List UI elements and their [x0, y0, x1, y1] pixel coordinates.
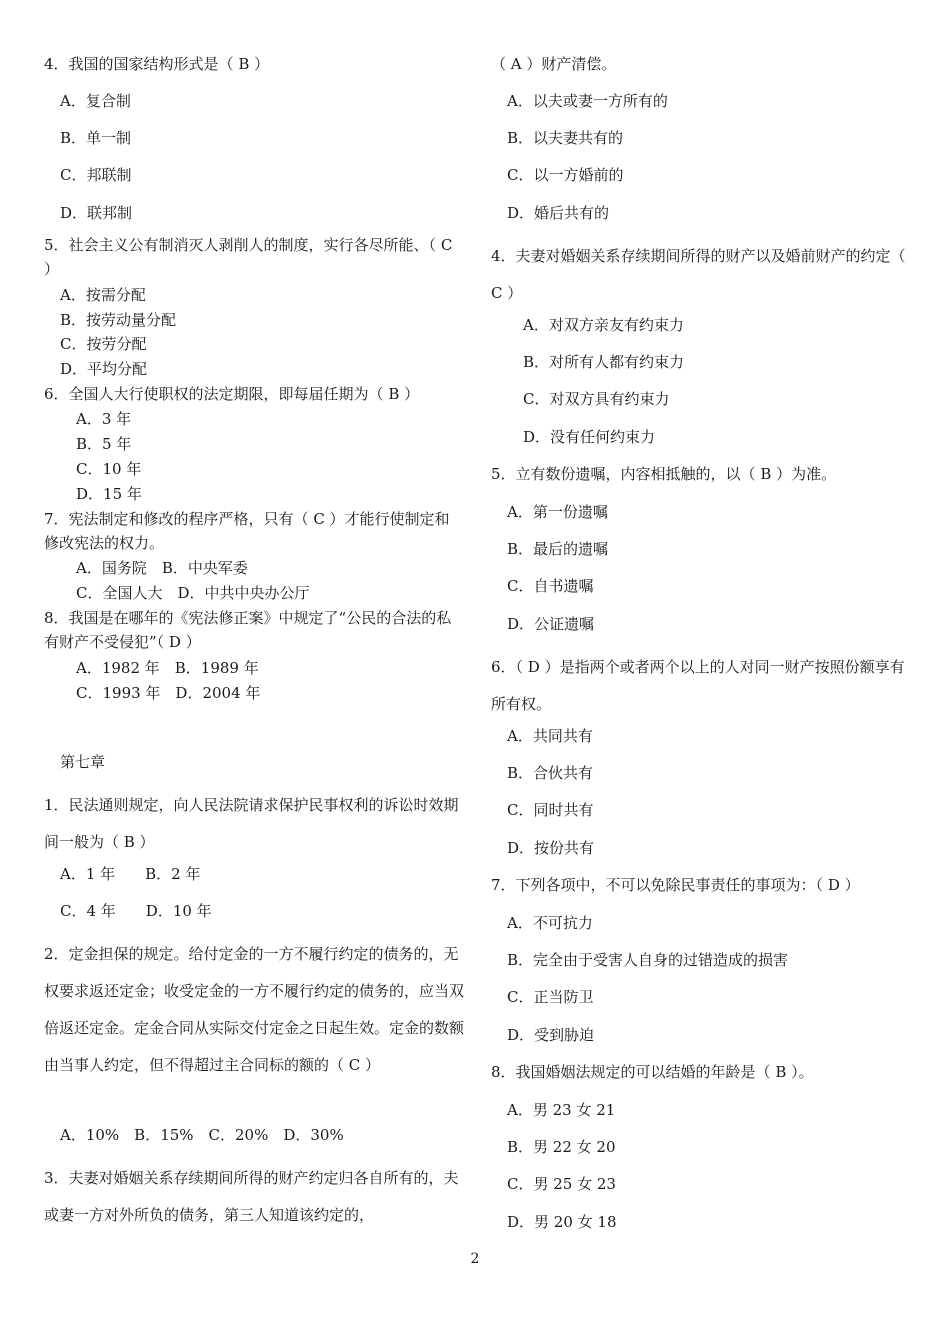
option-d: D．联邦制	[60, 204, 133, 222]
option-c: C．正当防卫	[507, 988, 594, 1006]
option-c: C．自书遗嘱	[507, 577, 594, 595]
option-c: C．以一方婚前的	[507, 166, 624, 184]
options-ab: A．1 年 B．2 年	[60, 865, 201, 883]
option-a: A．复合制	[60, 92, 131, 110]
option-c: C．按劳分配	[60, 335, 147, 353]
question-7-7: 7．下列各项中，不可以免除民事责任的事项为：（ D ）	[491, 876, 860, 894]
options-abcd: A．10% B．15% C．20% D．30%	[60, 1126, 344, 1144]
option-c: C．10 年	[76, 460, 142, 478]
option-b: B．单一制	[60, 129, 132, 147]
options-ab: A．1982 年 B．1989 年	[76, 659, 259, 677]
question-4: 4．我国的国家结构形式是（ B ）	[44, 55, 270, 73]
option-d: D．公证遗嘱	[507, 615, 595, 633]
option-d: D．没有任何约束力	[523, 428, 656, 446]
question-5: 5．社会主义公有制消灭人剥削人的制度，实行各尽所能、（ C ）	[44, 236, 453, 278]
option-c: C．对双方具有约束力	[523, 390, 670, 408]
question-7: 7．宪法制定和修改的程序严格，只有（ C ）才能行使制定和修改宪法的权力。	[44, 510, 450, 552]
question-7-2: 2．定金担保的规定。给付定金的一方不履行约定的债务的，无权要求返还定金；收受定金的一方不履行约定的债务的，应当双倍返还定金。定金合同从实际交付定金之日起生效。定金的数额由当事人约定，但不得超过主合同标的额的（ C ）	[44, 945, 465, 1074]
option-a: A．按需分配	[60, 286, 146, 304]
option-d: D．平均分配	[60, 360, 148, 378]
options-cd: C．4 年 D．10 年	[60, 902, 212, 920]
question-8: 8．我国是在哪年的《宪法修正案》中规定了“公民的合法的私有财产不受侵犯”（ D ）	[44, 609, 452, 651]
option-c: C．邦联制	[60, 166, 132, 184]
options-cd: C．全国人大 D．中共中央办公厅	[76, 584, 310, 602]
option-b: B．对所有人都有约束力	[523, 353, 685, 371]
option-d: D．15 年	[76, 485, 142, 503]
question-6: 6．全国人大行使职权的法定期限，即每届任期为（ B ）	[44, 385, 420, 403]
page-number: 2	[470, 1251, 480, 1267]
option-d: D．婚后共有的	[507, 204, 610, 222]
option-a: A．共同共有	[507, 727, 593, 745]
option-b: B．以夫妻共有的	[507, 129, 624, 147]
question-7-1: 1．民法通则规定，向人民法院请求保护民事权利的诉讼时效期间一般为（ B ）	[44, 796, 459, 851]
option-d: D．按份共有	[507, 839, 595, 857]
chapter-heading: 第七章	[60, 753, 106, 771]
options-cd: C．1993 年 D．2004 年	[76, 684, 261, 702]
option-a: A．第一份遗嘱	[507, 503, 608, 521]
option-b: B．最后的遗嘱	[507, 540, 609, 558]
question-7-5: 5．立有数份遗嘱，内容相抵触的，以（ B ）为准。	[491, 465, 837, 483]
option-d: D．受到胁迫	[507, 1026, 595, 1044]
option-c: C．同时共有	[507, 801, 594, 819]
option-b: B．按劳动量分配	[60, 311, 177, 329]
question-7-3: 3．夫妻对婚姻关系存续期间所得的财产约定归各自所有的，夫或妻一方对外所负的债务，第三人知道该约定的，	[44, 1169, 459, 1224]
option-a: A．以夫或妻一方所有的	[507, 92, 668, 110]
option-a: A．3 年	[76, 410, 132, 428]
option-c: C．男 25 女 23	[507, 1175, 616, 1193]
question-7-3-continued: （ A ）财产清偿。	[491, 55, 617, 73]
option-b: B．5 年	[76, 435, 132, 453]
option-d: D．男 20 女 18	[507, 1213, 617, 1231]
option-b: B．男 22 女 20	[507, 1138, 616, 1156]
options-ab: A．国务院 B．中央军委	[76, 559, 248, 577]
question-7-4: 4．夫妻对婚姻关系存续期间所得的财产以及婚前财产的约定（ C ）	[491, 247, 906, 302]
option-a: A．男 23 女 21	[507, 1101, 616, 1119]
option-b: B．完全由于受害人自身的过错造成的损害	[507, 951, 789, 969]
option-a: A．不可抗力	[507, 914, 593, 932]
question-7-8: 8．我国婚姻法规定的可以结婚的年龄是（ B ）。	[491, 1063, 814, 1081]
option-b: B．合伙共有	[507, 764, 594, 782]
option-a: A．对双方亲友有约束力	[523, 316, 684, 334]
question-7-6: 6．（ D ）是指两个或者两个以上的人对同一财产按照份额享有所有权。	[491, 658, 905, 713]
